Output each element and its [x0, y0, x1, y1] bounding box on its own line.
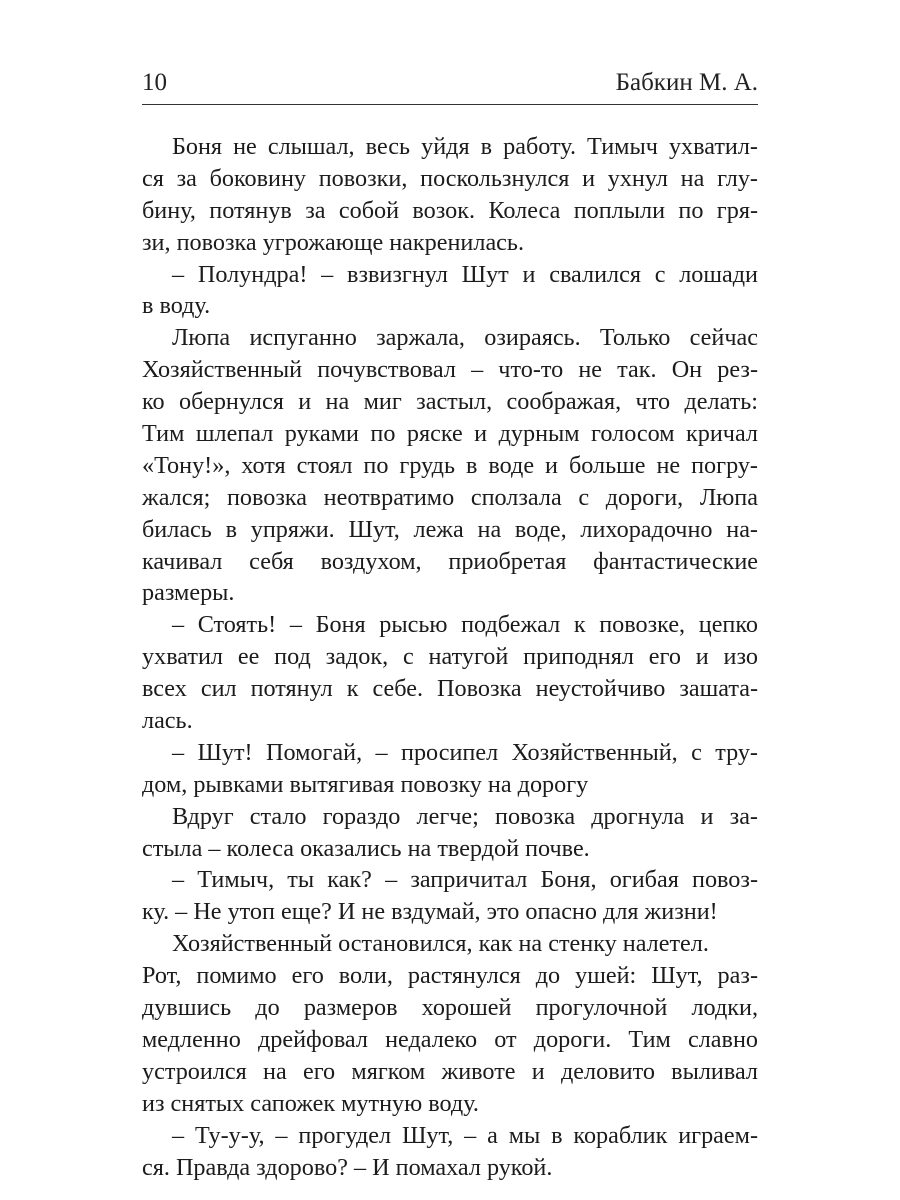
text-line: стыла – колеса оказались на твердой почве.: [142, 834, 590, 862]
text-line: дом, рывками вытягивая повозку на дорогу: [142, 770, 589, 798]
text-line: размеры.: [142, 579, 235, 607]
text-line: Рот, помимо его воли, растянулся до ушей: Шут, раз-: [142, 962, 758, 990]
text-line: дувшись до размеров хорошей прогулочной лодки,: [142, 994, 758, 1022]
text-line: медленно дрейфовал недалеко от дороги. Тим славно: [142, 1025, 758, 1053]
text-line: – Тимыч, ты как? – запричитал Боня, огибая повоз-: [172, 866, 758, 894]
text-line: билась в упряжи. Шут, лежа на воде, лихорадочно на-: [142, 515, 758, 543]
text-line: ухватил ее под задок, с натугой приподнял его и изо: [142, 643, 758, 671]
text-line: жался; повозка неотвратимо сползала с дороги, Люпа: [142, 483, 758, 511]
body-text: [142, 131, 758, 1183]
text-line: ку. – Не утоп еще? И не вздумай, это опасно для жизни!: [142, 898, 718, 926]
text-line: в воду.: [142, 292, 211, 320]
text-line: ко обернулся и на миг застыл, соображая, что делать:: [142, 388, 758, 416]
text-line: Боня не слышал, весь уйдя в работу. Тимыч ухватил-: [172, 133, 758, 160]
text-line: Тим шлепал руками по ряске и дурным голосом кричал: [142, 420, 758, 448]
text-line: бину, потянув за собой возок. Колеса поплыли по гря-: [142, 196, 758, 224]
page-number: 10: [142, 69, 167, 96]
text-line: качивал себя воздухом, приобретая фантастические: [142, 547, 758, 575]
text-line: из снятых сапожек мутную воду.: [142, 1089, 479, 1117]
text-line: ся. Правда здорово? – И помахал рукой.: [142, 1153, 553, 1181]
text-line: – Полундра! – взвизгнул Шут и свалился с лошади: [172, 260, 758, 288]
text-line: Люпа испуганно заржала, озираясь. Только сейчас: [172, 324, 758, 352]
text-line: всех сил потянул к себе. Повозка неустойчиво зашата-: [142, 675, 758, 703]
author-name: Бабкин М. А.: [615, 69, 758, 96]
header-rule: [142, 104, 758, 105]
text-line: устроился на его мягком животе и деловито выливал: [142, 1057, 758, 1085]
running-head: [142, 66, 758, 102]
text-line: Хозяйственный остановился, как на стенку налетел.: [172, 930, 709, 958]
text-line: «Тону!», хотя стоял по грудь в воде и больше не погру-: [142, 451, 758, 479]
text-line: ся за боковину повозки, поскользнулся и ухнул на глу-: [142, 164, 758, 192]
text-line: – Стоять! – Боня рысью подбежал к повозке, цепко: [172, 611, 758, 639]
text-line: зи, повозка угрожающе накренилась.: [142, 228, 524, 256]
text-line: – Ту-у-у, – прогудел Шут, – а мы в кораблик играем-: [172, 1121, 758, 1149]
text-line: лась.: [142, 707, 193, 735]
text-line: Хозяйственный почувствовал – что-то не так. Он рез-: [142, 356, 758, 384]
text-line: Вдруг стало гораздо легче; повозка дрогнула и за-: [172, 802, 758, 830]
book-page: [142, 66, 758, 1183]
text-line: – Шут! Помогай, – просипел Хозяйственный, с тру-: [172, 738, 758, 766]
